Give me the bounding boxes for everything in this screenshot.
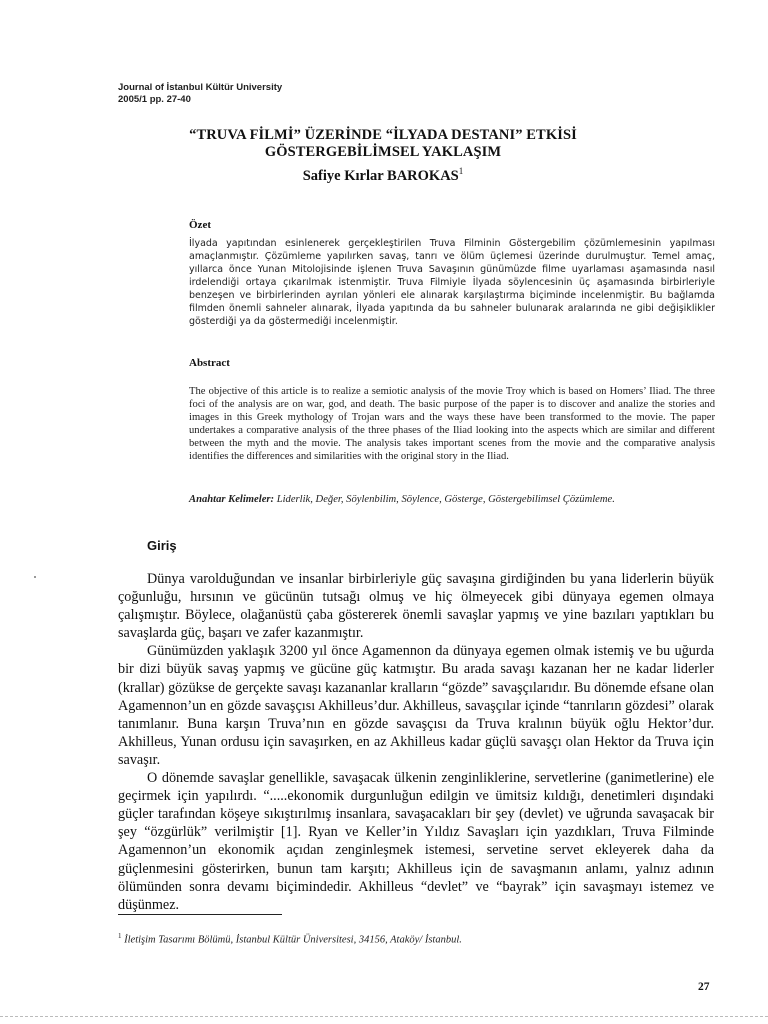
section-heading: Giriş <box>147 538 177 553</box>
abstract-text: The objective of this article is to realize a semiotic analysis of the movie Troy which is based on Homers’ Iliad. The three foci of the analysis are on war, god, and death. The basic purpose of the paper is to discover and analize the stories and images in this Greek mythology of Trojan wars and the ways these have been transformed to the movie. The paper undertakes a comparative analysis of the three phases of the Iliad looking into the aspects which are similar and different between the myth and the movie. The analysis takes important scenes from the movie and the comparative analysis identifies the differences and similarities with the original story in the Iliad. <box>189 386 715 462</box>
ozet-text: İlyada yapıtından esinlenerek gerçekleştirilen Truva Filminin Göstergebilim çözümlemesinin yapılması amaçlanmıştır. Çözümleme yapılırken savaş, tanrı ve ölüm üçlemesi üzerinde durulmuştur. Temel amaç, yıllarca önce Yunan Mitolojisinde işlenen Truva Savaşının günümüzde filme uyarlaması aşamasında nasıl irdelendiği ortaya çıkarılmak istenmiştir. Truva Filmiyle İlyada söylencesinin üç aşamasında birbirleriyle benzeşen ve birbirlerinden ayrılan yönleri ele alınarak karşılaştırma biçiminde incelenmiştir. Bu bağlamda filmden önemli sahneler alınarak, İlyada yapıtında da bu sahneler bulunarak aralarında ne gibi değişiklikler gösterdiği ya da göstermediği incelenmiştir. <box>189 238 715 327</box>
author <box>118 166 648 185</box>
paragraph-1: Dünya varolduğundan ve insanlar birbirleriyle güç savaşına girdiğinden bu yana liderlerin büyük çoğunluğu, hırsının ve gücünün tutsağı olmuş ve hiç ölmeyecek gibi dünyaya egemen olmaya çalışmıştır. Böylece, olağanüstü çaba göstererek önemli savaşlar yapmış ve yine bazıları yaptıkları bu savaşlarda güç, başarı ve zafer kazanmıştır. <box>118 571 714 642</box>
keywords <box>189 493 715 506</box>
footnote <box>118 932 462 946</box>
abstract-heading: Abstract <box>189 357 230 369</box>
body-text <box>118 570 714 914</box>
scan-edge-line <box>0 1016 768 1017</box>
scan-speck <box>34 576 36 578</box>
ozet-heading: Özet <box>189 219 211 231</box>
author-footnote-mark: 1 <box>458 166 464 176</box>
footnote-rule <box>118 914 282 915</box>
keywords-label: Anahtar Kelimeler: <box>189 494 275 505</box>
paper-title <box>118 127 648 161</box>
paragraph-3: O dönemde savaşlar genellikle, savaşacak ülkenin zenginliklerine, servetlerine (ganimetlerine) ele geçirmek için yapılırdı. “.....ekonomik durgunluğun edilgin ve ümitsiz kıldığı, denetimleri dışındaki güçler tarafından köşeye sıkıştırılmış insanlara, savaşacakları bir şey (devlet) ve uğrunda savaşacak bir şey “özgürlük” verilmiştir [1]. Ryan ve Keller’in Yıldız Savaşları için yazdıkları, Truva Filminde Agamennon’un ekonomik açıdan zenginleşmek istemesi, servetine servet ekleyerek daha da güçlenmesini gösterirken, bunun tam karşıtı; Akhilleus için de savaşmanın anlamı, yalnız adının ölümünden sonra devamı biçimindedir. Akhilleus “devlet” ve “bayrak” için savaşmayı istemez ve düşünmez. <box>118 770 714 913</box>
journal-issue: 2005/1 pp. 27-40 <box>118 94 191 105</box>
page-number: 27 <box>698 981 710 993</box>
paragraph-2: Günümüzden yaklaşık 3200 yıl önce Agamennon da dünyaya egemen olmak istemiş ve bu uğurda bir dizi büyük savaş yapmış ve gücüne güç katmıştır. Bu arada savaşı kazanan her ne kadar liderler (krallar) gözükse de gerçekte savaşı kazananlar kralların “gözde” savaşçılarıdır. Bu dönemde efsane olan Agamennon’un en gözde savaşçısı Akhilleus’dur. Akhilleus, savaşçılar içinde “tanrıların gözdesi” olarak tanımlanır. Buna karşın Truva’nın en gözde savaşçısı da Truva kralının büyük oğlu Hektor’dur. Akhilleus, Yunan ordusu için savaşırken, en az Akhilleus kadar güçlü savaşçı olan Hektor da Truva için savaşır. <box>118 643 714 768</box>
keywords-text: Liderlik, Değer, Söylenbilim, Söylence, Gösterge, Göstergebilimsel Çözümleme. <box>276 494 615 505</box>
title-line-2: GÖSTERGEBİLİMSEL YAKLAŞIM <box>264 144 502 160</box>
journal-header <box>118 82 282 106</box>
footnote-text: İletişim Tasarımı Bölümü, İstanbul Kültür Üniversitesi, 34156, Ataköy/ İstanbul. <box>124 934 462 946</box>
title-line-1: “TRUVA FİLMİ” ÜZERİNDE “İLYADA DESTANI” ETKİSİ <box>189 127 577 143</box>
footnote-mark: 1 <box>118 932 122 940</box>
journal-name: Journal of İstanbul Kültür University <box>118 82 283 93</box>
author-name: Safiye Kırlar BAROKAS <box>302 167 459 184</box>
